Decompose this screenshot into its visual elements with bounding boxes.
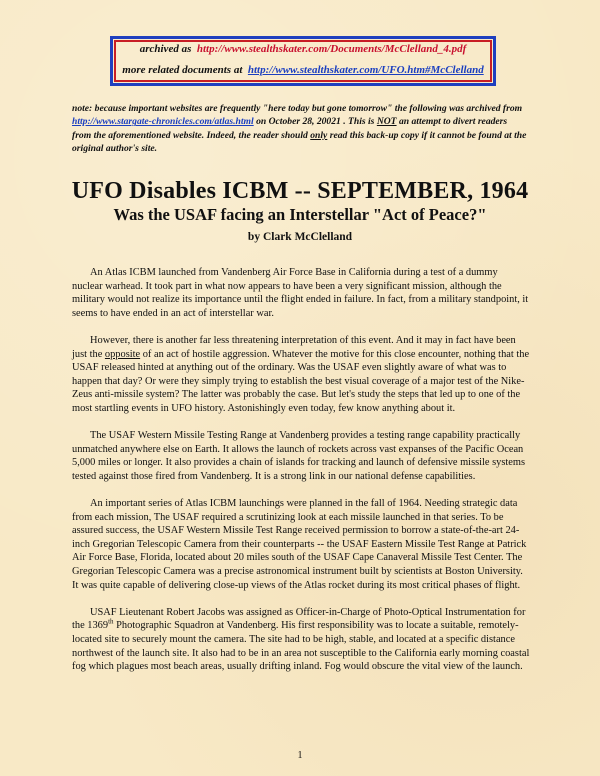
archive-label: archived as [139,43,192,55]
page-number: 1 [297,750,303,761]
note-lead: note: because important websites are frequently "here today but gone tomorrow" the following was archived from [72,103,523,114]
paragraph-4: An important series of Atlas ICBM launchings were planned in the fall of 1964. Needing strategic data from each mission, The USAF required a scrutinizing look at each missile launched in that series. To be assured success, the USAF Western Missile Test Range received permission to borrow a state-of-the-art 24-inch Gregorian Telescopic Camera from their counterparts -- the USAF Eastern Missile Test Range at Patrick Air Force Base, Florida, located about 20 miles south of the USAF Cape Canaveral Missile Test Center. The Gregorian Telescopic Camera was a precise astronomical instrument built by scientists at Boston University. It was quite capable of delivering close-up views of the Atlas rocket during its most critical phases of flight. [72,498,527,591]
related-docs-label: more related documents at [122,64,243,76]
paragraph-2-part-b: of an act of hostile aggression. Whatever the motive for this close encounter, nothing that the USAF released hinted at anything out of the ordinary. Was the USAF even slightly aware of what was to happen that day? Or were they simply trying to establish the best visual coverage of a major test of the Nike-Zeus anti-missile system? The latter was probably the case. But let's study the steps that led up to one of the most startling events in UFO history. Astonishingly even today, few know anything about it. [72,348,530,414]
archive-line-2 [113,64,493,76]
page-title: UFO Disables ICBM -- SEPTEMBER, 1964 [71,178,529,204]
paragraph-2-part-a: However, there is another far less threatening interpretation of this event. And it may in fact have been just the [72,334,516,360]
archive-notice-box [110,36,496,86]
note-mid-2: an attempt to divert readers from the aforementioned website. Indeed, the reader should [72,116,508,141]
ordinal-suffix: th [108,617,114,626]
paragraph-5-part-b: Photographic Squadron at Vandenberg. His first responsibility was to locate a suitable, remotely-located site to securely mount the camera. The site had to be high, stable, and located at a specific distance northwest of the launch site. It also had to be in an area not susceptible to the California early morning coastal fog which plagues most beach areas, usually drifting inland. Fog would obscure the vital view of the launch. [72,620,530,673]
note-only: only [310,129,328,141]
paragraph-2 [72,334,530,416]
note-tail: read this back-up copy if it cannot be found at the original author's site. [72,129,527,155]
paragraph-3: The USAF Western Missile Testing Range at Vandenberg provides a testing range capability practically unmatched anywhere else on Earth. It allows the launch of rockets across vast expanses of the Pacific Ocean 5,000 miles or longer. It also provides a chain of islands for tracking and launch of defensive missile systems tested against those fired from Vandenberg. It is a strong link in our national defense capabilities. [72,430,526,482]
related-docs-link[interactable]: http://www.stealthskater.com/UFO.htm#McClelland [247,64,484,76]
paragraph-5 [72,606,530,674]
note-mid-1: on October 28, 20021 . This is [253,116,377,128]
paragraph-5-part-a: USAF Lieutenant Robert Jacobs was assigned as Officer-in-Charge of Photo-Optical Instrumentation for the 1369 [72,606,526,632]
paragraph-2-opposite: opposite [104,348,141,360]
source-link[interactable]: http://www.stargate-chronicles.com/atlas.html [72,116,254,128]
author-byline: by Clark McClelland [247,231,353,243]
paragraph-1: An Atlas ICBM launched from Vandenberg Air Force Base in California during a test of a dummy nuclear warhead. It took part in what now appears to have been a very significant mission, although the military would not realize its importance until the flight ended in failure. In fact, from a military standpoint, it seems to have ended in an act of interstellar war. [72,267,529,319]
article-body [72,266,530,687]
archive-pdf-link[interactable]: http://www.stealthskater.com/Documents/McClelland_4.pdf [196,43,467,55]
note-not: NOT [376,116,397,128]
archive-line-1 [113,43,493,55]
page-subtitle: Was the USAF facing an Interstellar "Act of Peace?" [113,205,487,224]
archive-note [72,102,528,156]
